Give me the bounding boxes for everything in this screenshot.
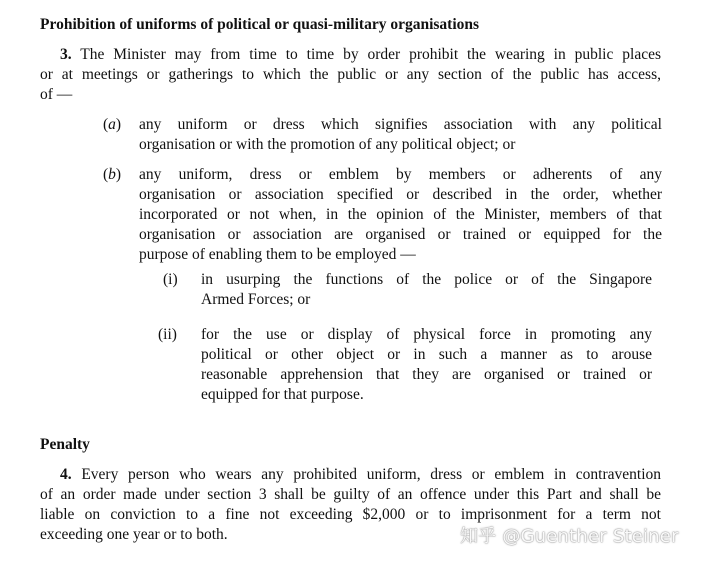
subitem-ii-line-4: equipped for that purpose. (201, 386, 364, 403)
subitem-ii-line-1: for the use or display of physical force in promoting any (201, 326, 652, 343)
item-b-label: (b) (103, 166, 122, 183)
section-4-line-3: liable on conviction to a fine not exceeding $2,000 or to imprisonment for a term not (40, 506, 661, 523)
section-3-text-1: The Minister may from time to time by order prohibit the wearing in public places (80, 46, 661, 63)
subitem-ii-line-2: political or other object or in such a manner as to arouse (201, 346, 652, 363)
section-4-line-4: exceeding one year or to both. (40, 526, 228, 543)
section-4-line-2: of an order made under section 3 shall be guilty of an offence under this Part and shall be (40, 486, 661, 503)
section-3-number: 3. (60, 46, 72, 63)
subitem-ii-line-3: reasonable apprehension that they are organised or trained or (201, 366, 652, 383)
section-4-heading: Penalty (40, 436, 90, 453)
item-b-line-1: any uniform, dress or emblem by members or adherents of any (139, 166, 662, 183)
watermark: 知乎 @Guenther Steiner (460, 526, 679, 547)
section-4-number: 4. (60, 466, 72, 483)
item-b-line-4: organisation or association are organised or trained or equipped for the (139, 226, 662, 243)
section-4-text-1: Every person who wears any prohibited uniform, dress or emblem in contravention (81, 466, 662, 483)
subitem-i-line-1: in usurping the functions of the police or of the Singapore (201, 271, 652, 288)
subitem-i-label: (i) (163, 271, 178, 288)
section-3-line-3: of — (40, 86, 73, 103)
item-b-line-3: incorporated or not when, in the opinion of the Minister, members of that (139, 206, 662, 223)
item-a-line-1: any uniform or dress which signifies association with any political (139, 116, 662, 133)
section-3-line-2: or at meetings or gatherings to which the public or any section of the public has access, (40, 66, 661, 83)
section-3-heading: Prohibition of uniforms of political or quasi-military organisations (40, 16, 480, 33)
item-a-line-2: organisation or with the promotion of any political object; or (139, 136, 516, 153)
item-a-label: (a) (103, 116, 122, 133)
subitem-i-line-2: Armed Forces; or (201, 291, 311, 308)
item-b-line-2: organisation or association specified or described in the order, whether (139, 186, 662, 203)
section-4-line-1 (60, 465, 661, 485)
section-3-line-1 (60, 45, 661, 65)
item-b-line-5: purpose of enabling them to be employed — (139, 246, 416, 263)
subitem-ii-label: (ii) (158, 326, 177, 343)
